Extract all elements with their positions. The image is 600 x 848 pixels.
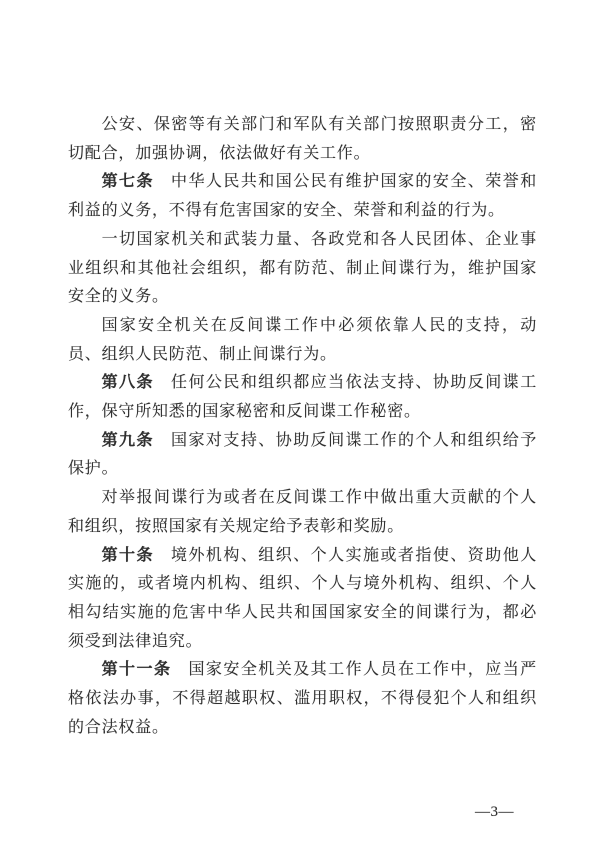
paragraph-text: 中华人民共和国公民有维护国家的安全、荣誉和利益的义务，不得有危害国家的安全、荣誉和利益的行为。 — [68, 173, 537, 220]
paragraph-article-7 — [68, 168, 537, 225]
paragraph-text: 国家对支持、协助反间谍工作的个人和组织给予保护。 — [68, 431, 537, 478]
paragraph — [68, 111, 537, 168]
paragraph-article-10 — [68, 542, 537, 657]
paragraph-text: 对举报间谍行为或者在反间谍工作中做出重大贡献的个人和组织，按照国家有关规定给予表彰和奖励。 — [68, 489, 537, 535]
article-number: 第七条 — [101, 173, 154, 191]
law-text-block — [68, 111, 537, 742]
paragraph-text: 国家安全机关及其工作人员在工作中，应当严格依法办事，不得超越职权、滥用职权，不得侵犯个人和组织的合法权益。 — [68, 661, 537, 736]
paragraph-text: 国家安全机关在反间谍工作中必须依靠人民的支持，动员、组织人民防范、制止间谍行为。 — [68, 316, 537, 363]
page-number: —3— — [475, 804, 514, 820]
paragraph — [68, 484, 537, 541]
paragraph — [68, 226, 537, 312]
paragraph — [68, 312, 537, 369]
paragraph-article-9 — [68, 427, 537, 484]
article-number: 第九条 — [101, 431, 154, 449]
paragraph-text: 任何公民和组织都应当依法支持、协助反间谍工作，保守所知悉的国家秘密和反间谍工作秘密。 — [68, 374, 537, 421]
paragraph-text: 境外机构、组织、个人实施或者指使、资助他人实施的，或者境内机构、组织、个人与境外机构、组织、个人相勾结实施的危害中华人民共和国国家安全的间谍行为，都必须受到法律追究。 — [68, 546, 537, 650]
paragraph-article-8 — [68, 369, 537, 426]
paragraph-text: 公安、保密等有关部门和军队有关部门按照职责分工，密切配合，加强协调，依法做好有关工作。 — [68, 116, 537, 162]
paragraph-text: 一切国家机关和武装力量、各政党和各人民团体、企业事业组织和其他社会组织，都有防范、制止间谍行为，维护国家安全的义务。 — [68, 230, 537, 306]
article-number: 第八条 — [101, 374, 154, 392]
paragraph-article-11 — [68, 656, 537, 742]
article-number: 第十一条 — [101, 661, 172, 679]
article-number: 第十条 — [101, 546, 154, 564]
